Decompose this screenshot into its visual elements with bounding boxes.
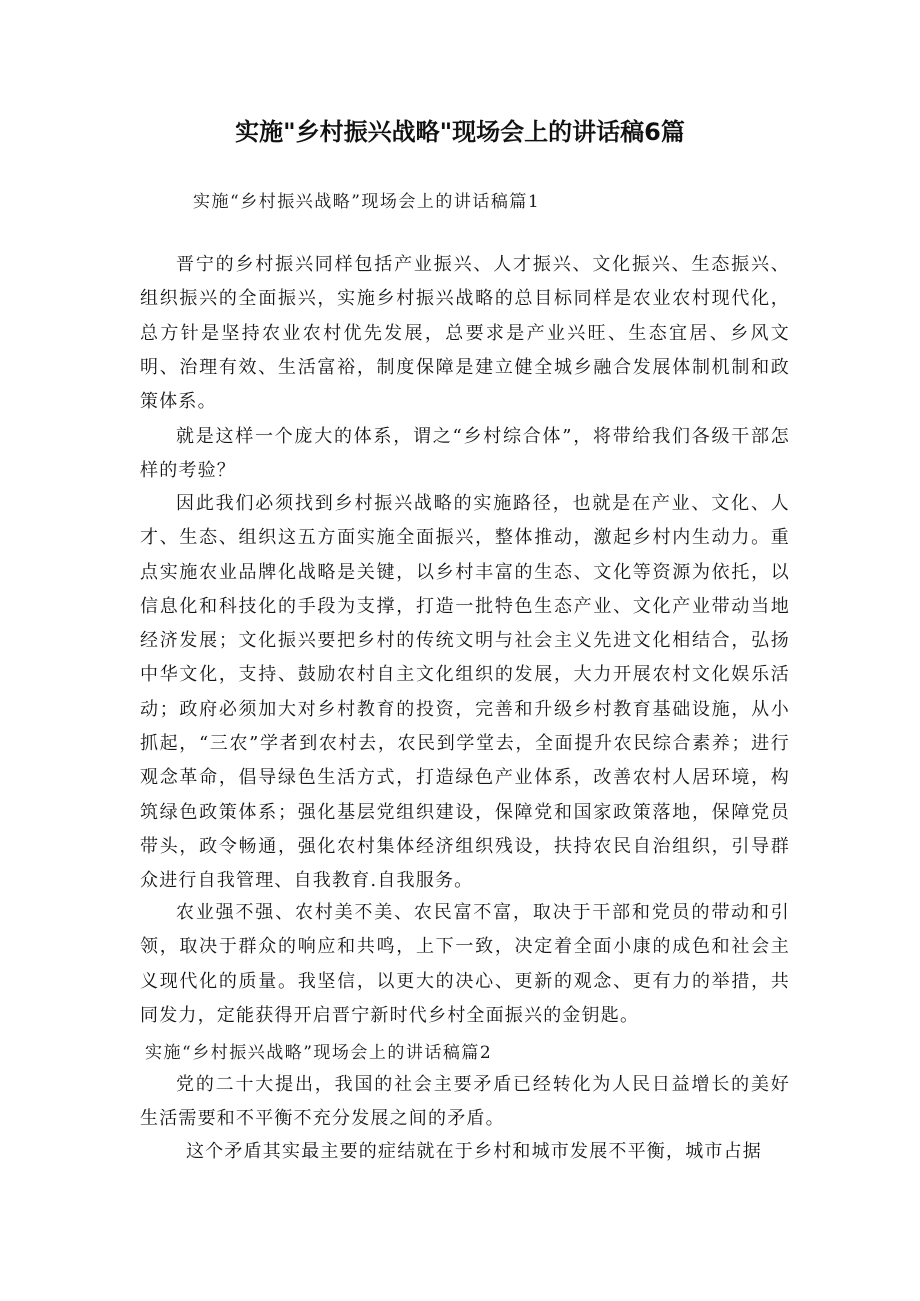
paragraph: 晋宁的乡村振兴同样包括产业振兴、人才振兴、文化振兴、生态振兴、组织振兴的全面振兴，实施乡村振兴战略的总目标同样是农业农村现代化，总方针是坚持农业农村优先发展，总要求是产业兴旺、生态宜居、乡风文明、治理有效、生活富裕，制度保障是建立健全城乡融合发展体制机制和政策体系。 xyxy=(140,254,790,413)
paragraph: 农业强不强、农村美不美、农民富不富，取决于干部和党员的带动和引领，取决于群众的响应和共鸣，上下一致，决定着全面小康的成色和社会主义现代化的质量。我坚信，以更大的决心、更新的观念、更有力的举措，共同发力，定能获得开启晋宁新时代乡村全面振兴的金钥匙。 xyxy=(140,902,790,1026)
paragraph: 就是这样一个庞大的体系，谓之“乡村综合体”，将带给我们各级干部怎样的考验？ xyxy=(140,426,790,482)
section-heading-2: 实施“乡村振兴战略”现场会上的讲话稿篇2 xyxy=(145,1043,493,1063)
paragraph: 因此我们必须找到乡村振兴战略的实施路径，也就是在产业、文化、人才、生态、组织这五方面实施全面振兴，整体推动，激起乡村内生动力。重点实施农业品牌化战略是关键，以乡村丰富的生态、文化等资源为依托，以信息化和科技化的手段为支撑，打造一批特色生态产业、文化产业带动当地经济发展；文化振兴要把乡村的传统文明与社会主义先进文化相结合，弘扬中华文化，支持、鼓励农村自主文化组织的发展，大力开展农村文化娱乐活动；政府必须加大对乡村教育的投资，完善和升级乡村教育基础设施，从小抓起，“三农”学者到农村去，农民到学堂去，全面提升农民综合素养；进行观念革命，倡导绿色生活方式，打造绿色产业体系，改善农村人居环境，构筑绿色政策体系；强化基层党组织建设，保障党和国家政策落地，保障党员带头，政令畅通，强化农村集体经济组织残设，扶持农民自治组织，引导群众进行自我管理、自我教育.自我服务。 xyxy=(140,493,790,892)
section-heading-1: 实施“乡村振兴战略”现场会上的讲话稿篇1 xyxy=(193,192,541,212)
paragraph: 这个矛盾其实最主要的症结就在于乡村和城市发展不平衡，城市占据 xyxy=(186,1141,762,1162)
paragraph: 党的二十大提出，我国的社会主要矛盾已经转化为人民日益增长的美好生活需要和不平衡不充分发展之间的矛盾。 xyxy=(140,1074,790,1130)
document-title: 实施"乡村振兴战略"现场会上的讲话稿6篇 xyxy=(235,118,685,146)
